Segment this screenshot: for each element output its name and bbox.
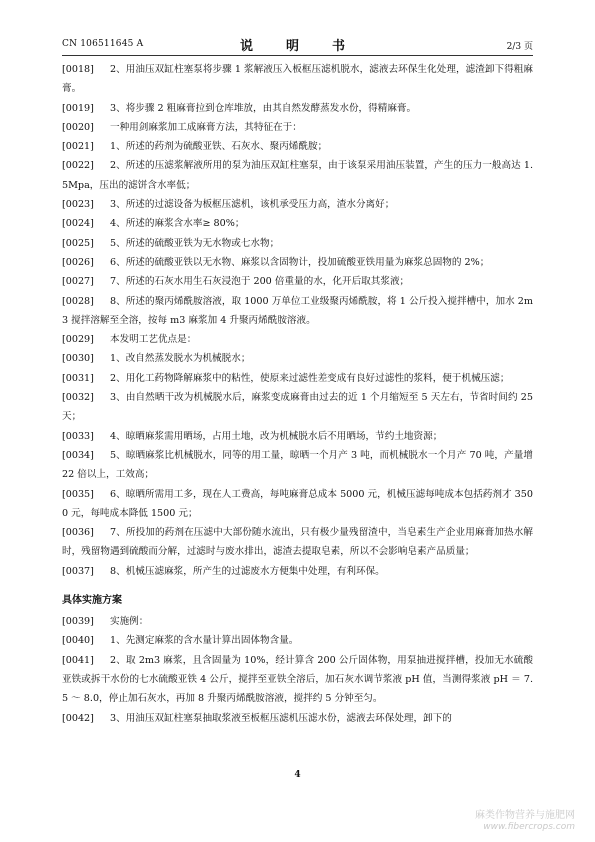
paragraph — [62, 612, 533, 631]
paragraph-number: [0020] — [62, 121, 94, 133]
paragraph-number: [0026] — [62, 256, 94, 268]
paragraph-number: [0018] — [62, 64, 94, 75]
paragraph-list-top — [62, 60, 533, 581]
paragraph-text: 1、先测定麻浆的含水量计算出固体物含量。 — [110, 635, 299, 647]
paragraph-number: [0027] — [62, 276, 94, 288]
paragraph — [62, 709, 533, 728]
paragraph-text: 4、所述的麻浆含水率≥ 80%； — [110, 218, 245, 230]
paragraph-number: [0028] — [62, 295, 94, 307]
paragraph — [62, 388, 533, 427]
paragraph-number: [0035] — [62, 488, 94, 500]
page-header — [62, 35, 533, 55]
paragraph — [62, 234, 533, 253]
paragraph — [62, 523, 533, 562]
paragraph — [62, 562, 533, 581]
paragraph — [62, 446, 533, 485]
paragraph-text: 2、用油压双缸柱塞泵将步骤 1 浆解液压入板框压滤机脱水，滤液去环保生化处理，滤渣卸下得粗麻膏。 — [62, 64, 533, 95]
paragraph-text: 一种用剑麻浆加工成麻膏方法，其特征在于： — [110, 121, 302, 133]
paragraph-text: 实施例： — [110, 616, 149, 628]
paragraph — [62, 60, 533, 99]
header-divider — [62, 55, 533, 56]
paragraph-text: 2、所述的压滤浆解液所用的泵为油压双缸柱塞泵，由于该泵采用油压装置，产生的压力一般高达 1.5Mpa，压出的滤饼含水率低； — [62, 160, 533, 191]
page-number: 4 — [294, 770, 301, 780]
paragraph-text: 2、取 2m3 麻浆，且含固量为 10%，经计算含 200 公斤固体物，用泵抽进搅拌槽，投加无水硫酸亚铁或拆干水份的七水硫酸亚铁 4 公斤，搅拌至亚铁全溶后，加石灰水调节浆液 pH 值，当测得浆液 pH ＝ 7.5 ～ 8.0，停止加石灰水，再加 8 升聚丙烯酰胺溶液，搅拌约 5 分钟至匀。 — [62, 654, 533, 705]
paragraph-text: 3、用油压双缸柱塞泵抽取浆液至板框压滤机压滤水份，滤液去环保处理，卸下的 — [110, 712, 452, 724]
paragraph — [62, 651, 533, 709]
watermark-site-name: 麻类作物营养与施肥网 — [475, 810, 575, 821]
paragraph — [62, 427, 533, 446]
paragraph-list-bottom — [62, 612, 533, 728]
paragraph-text: 6、所述的硫酸亚铁以无水物、麻浆以含固物计，投加硫酸亚铁用量为麻浆总固物的 2%； — [110, 256, 490, 268]
paragraph-text: 4、晾晒麻浆需用晒场，占用土地，改为机械脱水后不用晒场，节约土地资源； — [110, 430, 443, 442]
paragraph-number: [0030] — [62, 353, 94, 365]
paragraph-number: [0031] — [62, 372, 94, 384]
paragraph-number: [0039] — [62, 616, 94, 628]
paragraph — [62, 292, 533, 331]
paragraph — [62, 253, 533, 272]
paragraph-number: [0023] — [62, 199, 94, 211]
section-heading: 具体实施方案 — [62, 595, 122, 607]
paragraph-number: [0042] — [62, 712, 94, 724]
paragraph-text: 8、所述的聚丙烯酰胺溶液，取 1000 万单位工业级聚丙烯酰胺，将 1 公斤投入搅拌槽中，加水 2m3 搅拌溶解至全溶，按每 m3 麻浆加 4 升聚丙烯酰胺溶液。 — [62, 295, 533, 326]
paragraph-number: [0032] — [62, 392, 94, 404]
paragraph — [62, 631, 533, 650]
paragraph-number: [0034] — [62, 449, 94, 461]
paragraph-text: 5、所述的硫酸亚铁为无水物或七水物； — [110, 237, 280, 249]
paragraph-text: 3、所述的过滤设备为板框压滤机，该机承受压力高，渣水分离好； — [110, 199, 395, 211]
paragraph-number: [0025] — [62, 237, 94, 249]
paragraph-number: [0041] — [62, 654, 94, 666]
paragraph — [62, 118, 533, 137]
paragraph — [62, 349, 533, 368]
paragraph-text: 7、所述的石灰水用生石灰浸泡于 200 倍重量的水，化开后取其浆液； — [110, 276, 410, 288]
patent-number: CN 106511645 A — [62, 39, 144, 49]
document-body — [62, 60, 533, 728]
watermark-url: www.fibercrops.com — [483, 822, 575, 832]
paragraph-text: 5、晾晒麻浆比机械脱水，同等的用工量，晾晒一个月产 3 吨，而机械脱水一个月产 70 吨，产量增 22 倍以上，工效高； — [62, 449, 533, 481]
paragraph-text: 3、将步骤 2 粗麻膏拉到仓库堆放，由其自然发酵蒸发水份，得精麻膏。 — [110, 102, 417, 114]
paragraph — [62, 137, 533, 156]
document-title: 说 明 书 — [239, 39, 355, 54]
paragraph-number: [0036] — [62, 527, 94, 539]
paragraph-number: [0029] — [62, 334, 94, 346]
paragraph-number: [0019] — [62, 102, 94, 114]
paragraph-number: [0024] — [62, 218, 94, 230]
paragraph — [62, 330, 533, 349]
paragraph-text: 2、用化工药物降解麻浆中的粘性，使原来过滤性差变成有良好过滤性的浆料，便于机械压滤； — [110, 372, 510, 384]
paragraph-number: [0022] — [62, 160, 94, 172]
paragraph-text: 6、晾晒所需用工多，现在人工费高，每吨麻膏总成本 5000 元，机械压滤每吨成本包括药剂才 3500 元，每吨成本降低 1500 元； — [62, 488, 533, 519]
paragraph-text: 1、所述的药剂为硫酸亚铁、石灰水、聚丙烯酰胺； — [110, 141, 328, 153]
page-indicator: 2/3 页 — [506, 42, 533, 52]
paragraph — [62, 99, 533, 118]
paragraph-number: [0021] — [62, 141, 94, 153]
paragraph-text: 本发明工艺优点是： — [110, 334, 197, 346]
paragraph-text: 1、改自然蒸发脱水为机械脱水； — [110, 353, 251, 365]
paragraph-text: 8、机械压滤麻浆，所产生的过滤废水方便集中处理，有利环保。 — [110, 565, 385, 577]
paragraph-number: [0037] — [62, 565, 94, 577]
paragraph-number: [0033] — [62, 430, 94, 442]
paragraph — [62, 214, 533, 233]
paragraph — [62, 156, 533, 195]
paragraph — [62, 485, 533, 524]
paragraph-number: [0040] — [62, 635, 94, 647]
paragraph-text: 7、所投加的药剂在压滤中大部份随水流出，只有极少量残留渣中，当皂素生产企业用麻膏加热水解时，残留物遇到硫酸而分解，过滤时与废水排出，滤渣去提取皂素，所以不会影响皂素产品质量； — [62, 527, 533, 558]
paragraph-text: 3、由自然晒干改为机械脱水后，麻浆变成麻膏由过去的近 1 个月缩短至 5 天左右，节省时间约 25 天； — [62, 392, 533, 423]
paragraph — [62, 195, 533, 214]
paragraph — [62, 272, 533, 291]
paragraph — [62, 369, 533, 388]
